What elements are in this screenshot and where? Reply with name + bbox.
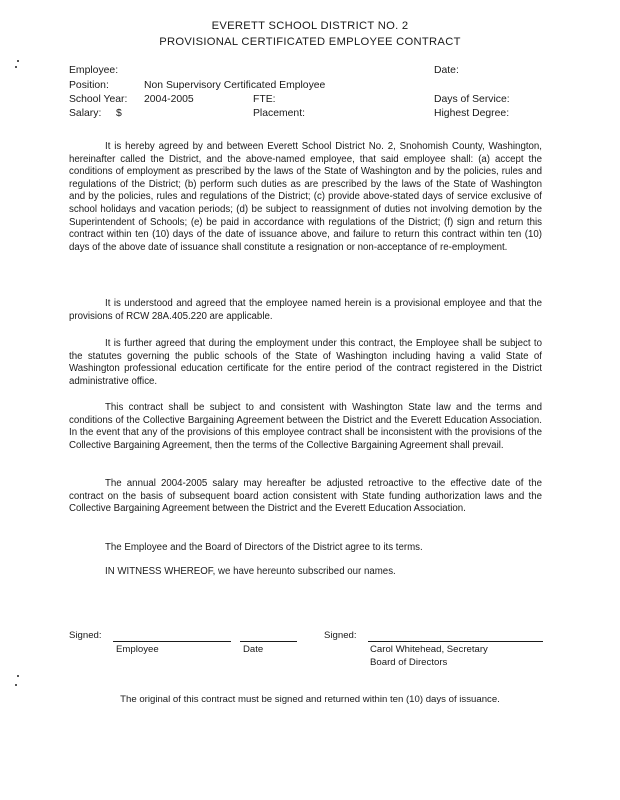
return-notice: The original of this contract must be signed and returned within ten (10) days of issuance. xyxy=(120,694,500,705)
signed-label-employee: Signed: xyxy=(69,630,102,641)
paragraph-agreement: The Employee and the Board of Directors of the District agree to its terms. xyxy=(105,542,423,553)
school-year-label: School Year: xyxy=(69,94,128,105)
secretary-name: Carol Whitehead, Secretary xyxy=(370,644,488,655)
paragraph-provisional: It is understood and agreed that the employee named herein is a provisional employee and that the provisions of RCW 28A.405.220 are applicable. xyxy=(69,298,542,322)
scan-speck xyxy=(15,66,17,68)
paragraph-collective-bargaining: This contract shall be subject to and consistent with Washington State law and the terms and conditions of the Collective Bargaining Agreement between the District and the Everett Education Association. In the event that any of the provisions of this employee contract shall be inconsistent with the provisions of the Collective Bargaining Agreement, then the terms of the Collective Bargaining Agreement shall prevail. xyxy=(69,402,542,451)
secretary-title: Board of Directors xyxy=(370,657,448,668)
days-of-service-label: Days of Service: xyxy=(434,94,510,105)
scan-speck xyxy=(17,675,19,677)
signed-label-secretary: Signed: xyxy=(324,630,357,641)
date-label: Date: xyxy=(434,65,459,76)
placement-label: Placement: xyxy=(253,108,305,119)
employee-caption: Employee xyxy=(116,644,159,655)
salary-value: $ xyxy=(116,108,122,119)
position-value: Non Supervisory Certificated Employee xyxy=(144,80,326,91)
paragraph-terms: It is hereby agreed by and between Everett School District No. 2, Snohomish County, Washington, hereinafter called the District, and the above-named employee, that said employee shall: (a) accept the conditions of employment as prescribed by the laws of the State of Washington and by the policies, rules and regulations of the District; (b) perform such duties as are prescribed by the laws of the State of Washington and by the policies, rules and regulations of the District; (c) provide above-stated days of service exclusive of school holidays and vacation periods; (d) be subject to reassignment of duties not involving demotion by the Superintendent of Schools; (e) be paid in accordance with regulations of the District; (f) sign and return this contract within ten (10) days of the date of issuance above, and failure to return this contract within ten (10) days of the above date of issuance shall constitute a resignation or non-acceptance of re-employment. xyxy=(69,141,542,253)
scan-speck xyxy=(17,60,19,62)
date-caption: Date xyxy=(243,644,264,655)
district-title: EVERETT SCHOOL DISTRICT NO. 2 xyxy=(211,20,409,32)
scan-speck xyxy=(15,684,17,686)
paragraph-witness: IN WITNESS WHEREOF, we have hereunto subscribed our names. xyxy=(105,566,396,577)
contract-title: PROVISIONAL CERTIFICATED EMPLOYEE CONTRACT xyxy=(159,36,461,48)
position-label: Position: xyxy=(69,80,109,91)
date-signature-line xyxy=(240,641,297,642)
highest-degree-label: Highest Degree: xyxy=(434,108,510,119)
employee-signature-line xyxy=(113,641,231,642)
salary-label: Salary: xyxy=(69,108,102,119)
paragraph-statutes: It is further agreed that during the employment under this contract, the Employee shall be subject to the statutes governing the public schools of the State of Washington including having a valid State of Washington professional education certificate for the entire period of the contract registered in the District administrative office. xyxy=(69,338,542,387)
employee-label: Employee: xyxy=(69,65,119,76)
school-year-value: 2004-2005 xyxy=(144,94,194,105)
secretary-signature-line xyxy=(368,641,543,642)
paragraph-salary: The annual 2004-2005 salary may hereafter be adjusted retroactive to the effective date of the contract on the basis of subsequent board action consistent with State funding authorization laws and the Collective Bargaining Agreement between the District and the Everett Education Association. xyxy=(69,478,542,515)
fte-label: FTE: xyxy=(253,94,276,105)
